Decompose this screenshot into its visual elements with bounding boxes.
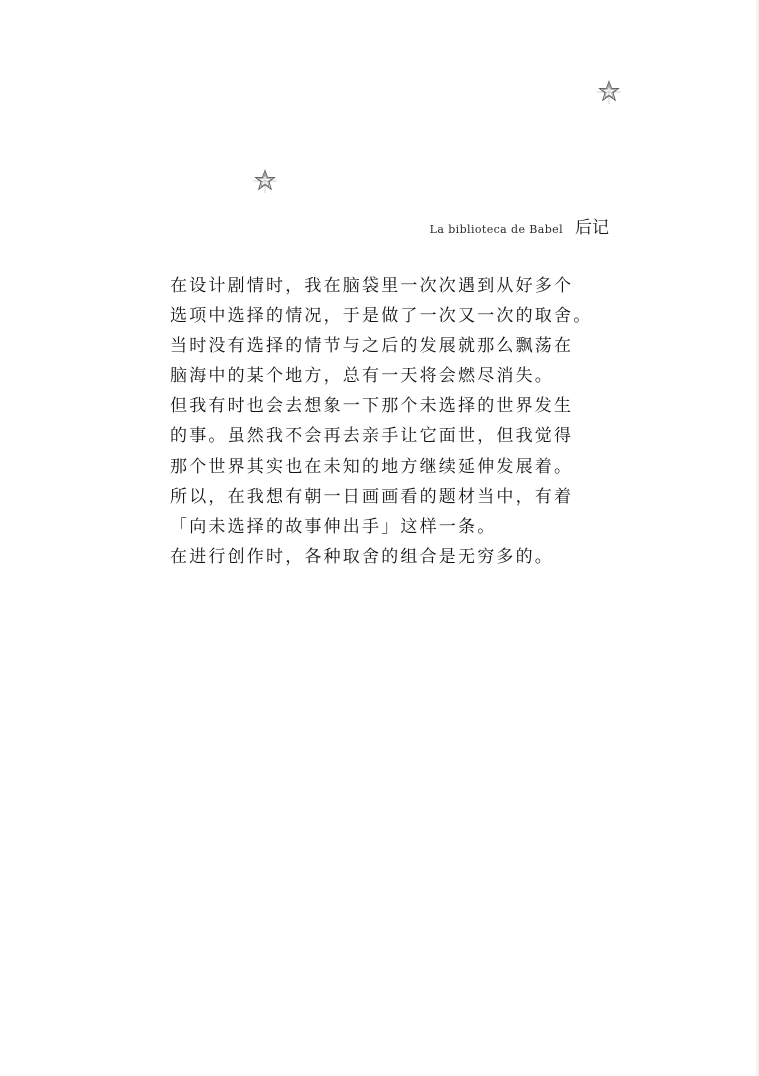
text-line: 在进行创作时，各种取舍的组合是无穷多的。 [170,546,554,567]
header-subtitle: La biblioteca de Babel [429,223,563,236]
text-line: 选项中选择的情况，于是做了一次又一次的取舍。 [170,306,593,327]
text-line: 当时没有选择的情节与之后的发展就那么飘荡在 [170,336,574,357]
text-line: 所以，在我想有朝一日画画看的题材当中，有着 [170,486,574,507]
header-title: 后记 [575,218,609,238]
text-line: 「向未选择的故事伸出手」这样一条。 [170,516,497,537]
afterword-text [170,271,620,572]
star-ornament-icon [253,169,277,193]
text-line: 脑海中的某个地方，总有一天将会燃尽消失。 [170,366,554,387]
text-line: 的事。虽然我不会再去亲手让它面世，但我觉得 [170,426,574,447]
text-line: 但我有时也会去想象一下那个未选择的世界发生 [170,396,574,417]
chapter-header [430,213,609,238]
text-line: 在设计剧情时，我在脑袋里一次次遇到从好多个 [170,276,574,296]
text-line: 那个世界其实也在未知的地方继续延伸发展着。 [170,456,574,477]
star-ornament-icon [597,80,621,104]
page-edge-shadow [755,0,759,1076]
